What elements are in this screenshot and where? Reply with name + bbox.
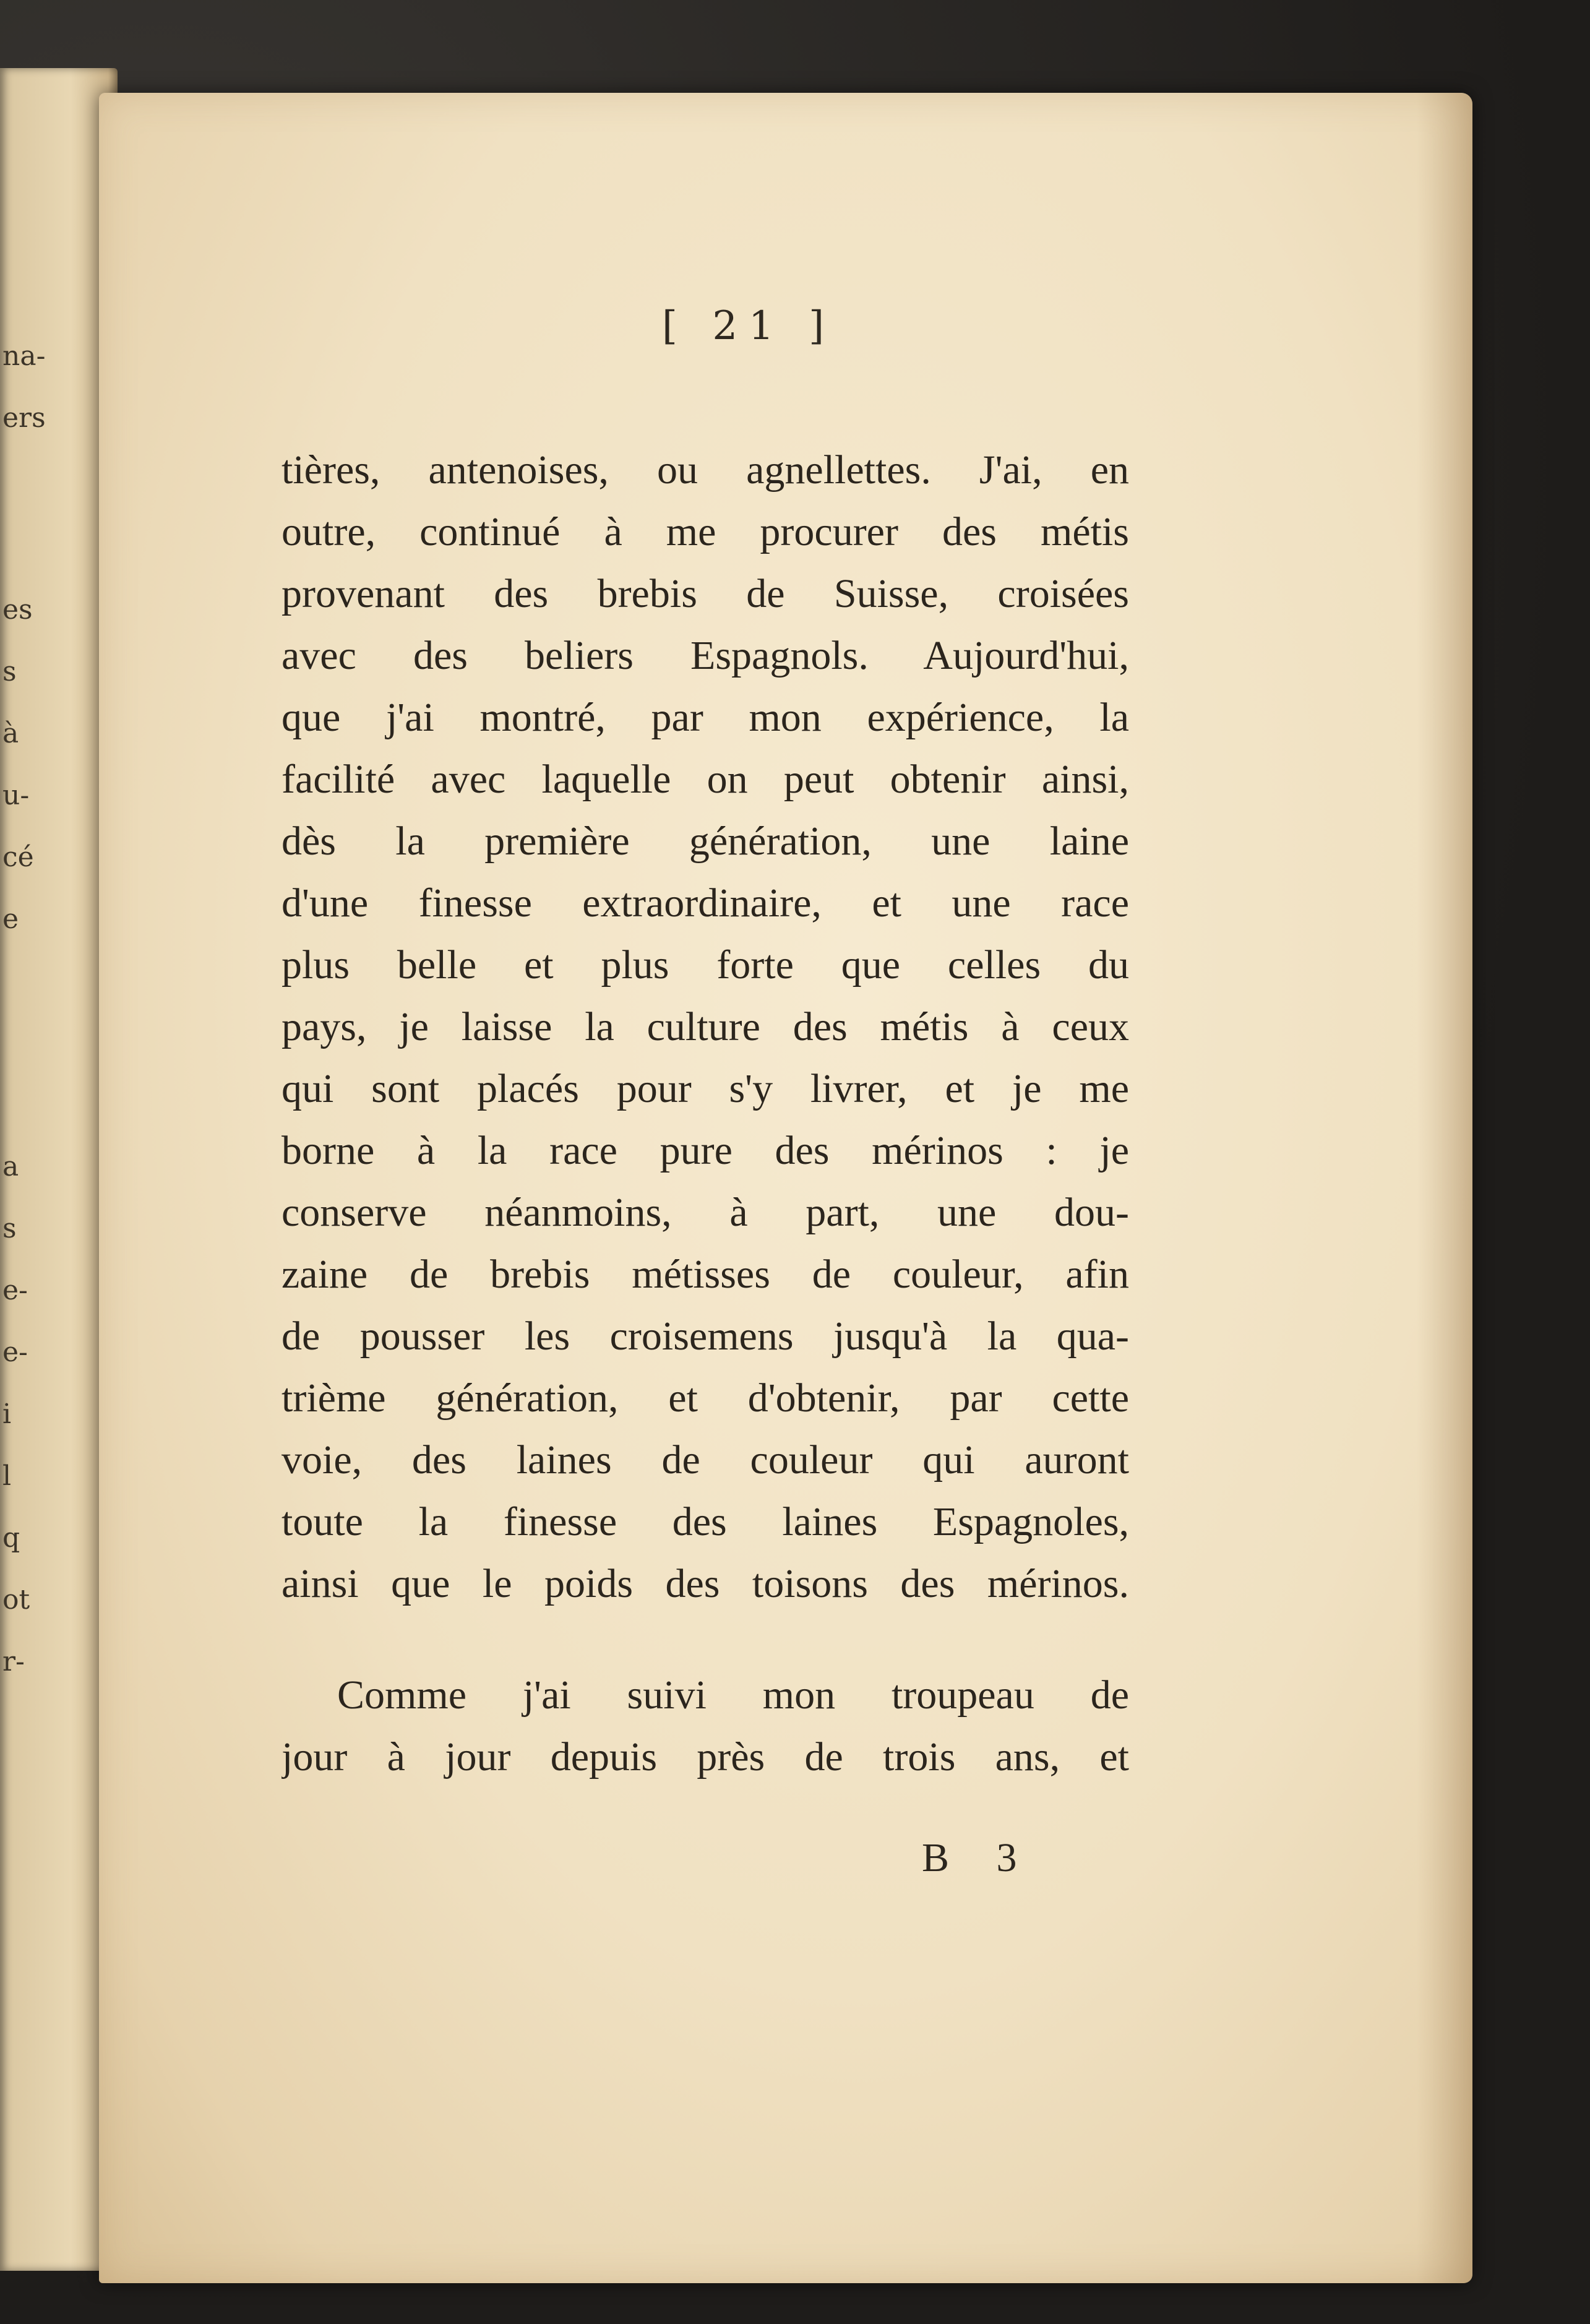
- left-fragment: l: [2, 1460, 12, 1492]
- left-fragment: na-: [2, 340, 46, 372]
- left-fragment: s: [2, 656, 17, 687]
- text-line: pays, je laisse la culture des métis à ceux: [281, 1004, 1129, 1049]
- left-fragment: es: [2, 594, 33, 626]
- text-line: plus belle et plus forte que celles du: [281, 942, 1129, 988]
- text-line: avec des beliers Espagnols. Aujourd'hui,: [281, 633, 1129, 678]
- left-fragment: e-: [2, 1275, 28, 1306]
- text-line: tières, antenoises, ou agnellettes. J'ai, en: [281, 447, 1129, 493]
- text-line: borne à la race pure des mérinos : je: [281, 1128, 1129, 1173]
- left-fragment: u-: [2, 780, 30, 811]
- text-line: ainsi que le poids des toisons des mérinos.: [281, 1561, 1129, 1606]
- paragraph-2: [281, 1664, 1129, 1788]
- left-fragment: cé: [2, 841, 34, 873]
- text-line: Comme j'ai suivi mon troupeau de: [337, 1672, 1129, 1718]
- text-line: facilité avec laquelle on peut obtenir ainsi,: [281, 757, 1129, 802]
- left-fragment: i: [2, 1398, 12, 1430]
- left-fragment: e: [2, 903, 19, 935]
- left-fragment: ot: [2, 1584, 30, 1616]
- paragraph-1: [281, 439, 1129, 1615]
- page-number: [ 21 ]: [662, 303, 836, 349]
- text-line: de pousser les croisemens jusqu'à la qua-: [281, 1314, 1129, 1359]
- left-fragment: à: [2, 718, 19, 749]
- signature-mark: B 3: [922, 1835, 1036, 1880]
- text-line: que j'ai montré, par mon expérience, la: [281, 695, 1129, 740]
- left-fragment: ers: [2, 402, 46, 434]
- left-fragment: a: [2, 1151, 19, 1182]
- text-line: dès la première génération, une laine: [281, 819, 1129, 864]
- body-text: [281, 439, 1129, 1788]
- text-line: d'une finesse extraordinaire, et une race: [281, 880, 1129, 926]
- text-line: outre, continué à me procurer des métis: [281, 509, 1129, 554]
- text-line: zaine de brebis métisses de couleur, afin: [281, 1252, 1129, 1297]
- paragraph-gap: [281, 1615, 1129, 1664]
- left-fragment: s: [2, 1213, 17, 1244]
- text-line: qui sont placés pour s'y livrer, et je me: [281, 1066, 1129, 1111]
- book-page: [99, 93, 1472, 2283]
- text-line: trième génération, et d'obtenir, par cette: [281, 1375, 1129, 1421]
- left-fragment: q: [2, 1522, 20, 1554]
- text-line: jour à jour depuis près de trois ans, et: [281, 1734, 1129, 1780]
- text-line: conserve néanmoins, à part, une dou-: [281, 1190, 1129, 1235]
- text-line: toute la finesse des laines Espagnoles,: [281, 1499, 1129, 1544]
- text-line: provenant des brebis de Suisse, croisées: [281, 571, 1129, 616]
- left-fragment: r-: [2, 1646, 25, 1677]
- text-line: voie, des laines de couleur qui auront: [281, 1437, 1129, 1483]
- left-fragment: e-: [2, 1336, 28, 1368]
